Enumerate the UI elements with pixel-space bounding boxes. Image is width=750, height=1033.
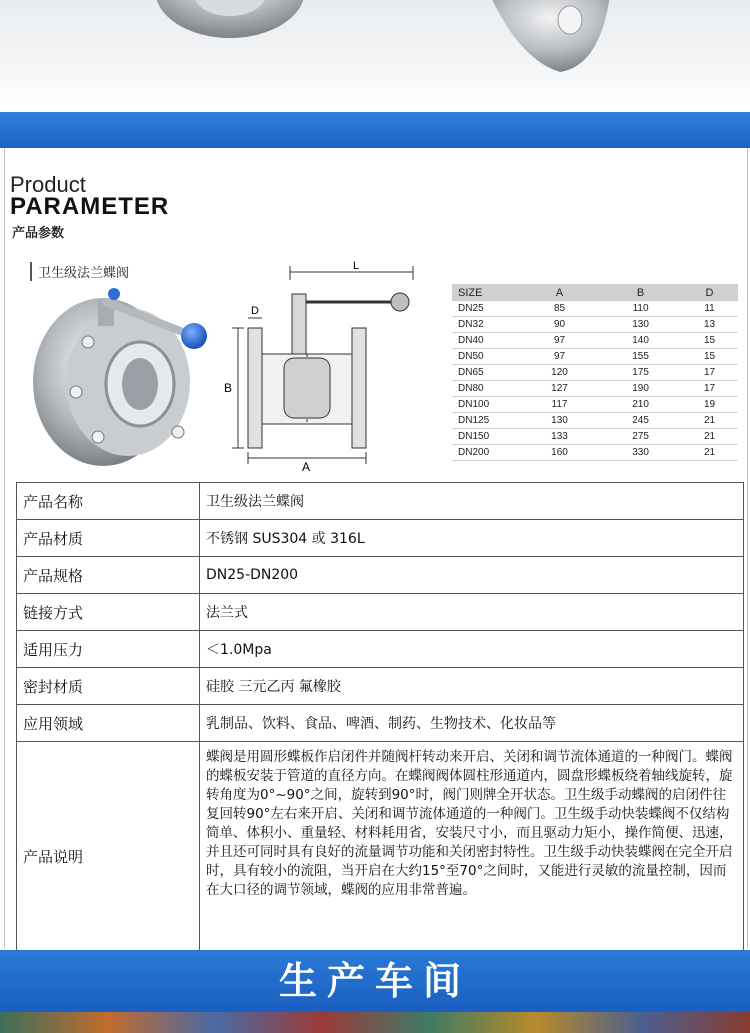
size-table-cell: DN80 xyxy=(452,381,519,397)
size-table-cell: 90 xyxy=(519,317,600,333)
label-l: L xyxy=(353,260,360,272)
bolt-hole-1 xyxy=(82,336,94,348)
parameter-key: 密封材质 xyxy=(17,668,200,705)
handle-ball-icon xyxy=(181,323,207,349)
description-key: 产品说明 xyxy=(17,742,200,971)
size-table-cell: 21 xyxy=(681,413,738,429)
valve-photo-fragment xyxy=(0,0,750,112)
size-table-cell: 13 xyxy=(681,317,738,333)
size-table-cell: 155 xyxy=(600,349,681,365)
size-table-cell: 330 xyxy=(600,445,681,461)
size-table-header xyxy=(452,284,738,301)
size-table-cell: 17 xyxy=(681,365,738,381)
parameter-value: 硅胶 三元乙丙 氟橡胶 xyxy=(200,668,744,705)
workshop-photo-strip xyxy=(0,1012,750,1033)
top-blue-band xyxy=(0,112,750,148)
parameter-key: 适用压力 xyxy=(17,631,200,668)
size-table xyxy=(452,284,738,461)
parameter-row xyxy=(17,705,744,742)
flange-left xyxy=(248,328,262,448)
valve-product-image xyxy=(28,282,218,472)
parameter-row xyxy=(17,631,744,668)
size-table-cell: DN200 xyxy=(452,445,519,461)
size-table-cell: DN40 xyxy=(452,333,519,349)
size-header-d: D xyxy=(681,284,738,301)
size-table-cell: 110 xyxy=(600,301,681,317)
valve-body-right xyxy=(490,0,610,72)
parameter-value: ＜1.0Mpa xyxy=(200,631,744,668)
size-table-row xyxy=(452,317,738,333)
size-table-cell: 19 xyxy=(681,397,738,413)
size-table-cell: 130 xyxy=(519,413,600,429)
size-table-cell: 11 xyxy=(681,301,738,317)
parameter-table xyxy=(16,482,744,971)
size-table-row xyxy=(452,445,738,461)
size-table-cell: 97 xyxy=(519,333,600,349)
handle-lock-icon xyxy=(108,288,120,300)
parameter-key: 产品名称 xyxy=(17,483,200,520)
parameter-value: DN25-DN200 xyxy=(200,557,744,594)
size-table-cell: 160 xyxy=(519,445,600,461)
size-table-row xyxy=(452,413,738,429)
size-table-cell: 127 xyxy=(519,381,600,397)
parameter-row xyxy=(17,483,744,520)
size-table-row xyxy=(452,301,738,317)
bolt-hole-4 xyxy=(172,426,184,438)
size-table-row xyxy=(452,365,738,381)
size-table-cell: 275 xyxy=(600,429,681,445)
parameter-value: 不锈钢 SUS304 或 316L xyxy=(200,520,744,557)
parameter-key: 链接方式 xyxy=(17,594,200,631)
description-text: 蝶阀是用圆形蝶板作启闭件并随阀杆转动来开启、关闭和调节流体通道的一种阀门。蝶阀的蝶板安装于管道的直径方向。在蝶阀阀体圆柱形通道内，圆盘形蝶板绕着轴线旋转，旋转角度为0°~90°之间，旋转到90°时，阀门则牌全开状态。卫生级手动蝶阀的启闭件往复回转90°左右来开启、关闭和调节流体通道的一种阀门。卫生级手动快装蝶阀不仅结构简单、体积小、重量轻、材料耗用省，安装尺寸小，而且驱动力矩小，操作简便、迅速，并且还可同时具有良好的流量调节功能和关闭密封特性。卫生级手动快装蝶阀在完全开启时，具有较小的流阻，当开启在大约15°至70°之间时，又能进行灵敏的流量控制，因而在大口径的调节领域，蝶阀的应用非常普遍。 xyxy=(200,742,744,971)
bolt-hole-3 xyxy=(92,431,104,443)
size-table-row xyxy=(452,397,738,413)
title-product: Product xyxy=(10,172,86,197)
parameter-value: 卫生级法兰蝶阀 xyxy=(200,483,744,520)
size-table-row xyxy=(452,349,738,365)
parameter-row xyxy=(17,594,744,631)
size-table-cell: 120 xyxy=(519,365,600,381)
valve-technical-drawing xyxy=(218,258,448,473)
size-table-cell: 97 xyxy=(519,349,600,365)
size-table-cell: DN125 xyxy=(452,413,519,429)
size-header-b: B xyxy=(600,284,681,301)
size-table-cell: 85 xyxy=(519,301,600,317)
size-table-cell: 21 xyxy=(681,429,738,445)
size-table-cell: 210 xyxy=(600,397,681,413)
size-header-a: A xyxy=(519,284,600,301)
size-table-cell: 140 xyxy=(600,333,681,349)
size-table-cell: DN150 xyxy=(452,429,519,445)
size-table-cell: DN50 xyxy=(452,349,519,365)
size-table-cell: 15 xyxy=(681,349,738,365)
size-table-cell: 117 xyxy=(519,397,600,413)
size-table-cell: DN25 xyxy=(452,301,519,317)
parameter-key: 产品材质 xyxy=(17,520,200,557)
size-table-cell: DN65 xyxy=(452,365,519,381)
title-cn: 产品参数 xyxy=(12,226,65,241)
size-table-cell: 190 xyxy=(600,381,681,397)
label-b: B xyxy=(224,381,233,395)
top-product-photo xyxy=(0,0,750,112)
parameter-row xyxy=(17,668,744,705)
size-header-size: SIZE xyxy=(452,284,519,301)
valve-hole-right xyxy=(558,6,582,34)
size-table-row xyxy=(452,333,738,349)
size-table-cell: DN32 xyxy=(452,317,519,333)
valve-type-label: 卫生级法兰蝶阀 xyxy=(30,262,129,281)
size-table-cell: DN100 xyxy=(452,397,519,413)
label-d: D xyxy=(251,305,259,317)
size-table-cell: 17 xyxy=(681,381,738,397)
bolt-hole-2 xyxy=(70,386,82,398)
parameter-key: 应用领域 xyxy=(17,705,200,742)
parameter-row xyxy=(17,520,744,557)
flange-right xyxy=(352,328,366,448)
valve-disc-inner xyxy=(122,358,158,410)
parameter-key: 产品规格 xyxy=(17,557,200,594)
size-table-row xyxy=(452,429,738,445)
size-table-cell: 175 xyxy=(600,365,681,381)
size-table-cell: 21 xyxy=(681,445,738,461)
parameter-value: 乳制品、饮料、食品、啤酒、制药、生物技术、化妆品等 xyxy=(200,705,744,742)
section-title-workshop: 生产车间 xyxy=(278,959,471,1003)
size-table-cell: 245 xyxy=(600,413,681,429)
description-row xyxy=(17,742,744,971)
label-a: A xyxy=(302,460,311,473)
size-table-row xyxy=(452,381,738,397)
size-table-cell: 133 xyxy=(519,429,600,445)
parameter-value: 法兰式 xyxy=(200,594,744,631)
size-table-cell: 15 xyxy=(681,333,738,349)
size-table-cell: 130 xyxy=(600,317,681,333)
title-parameter: PARAMETER xyxy=(10,193,170,220)
parameter-row xyxy=(17,557,744,594)
